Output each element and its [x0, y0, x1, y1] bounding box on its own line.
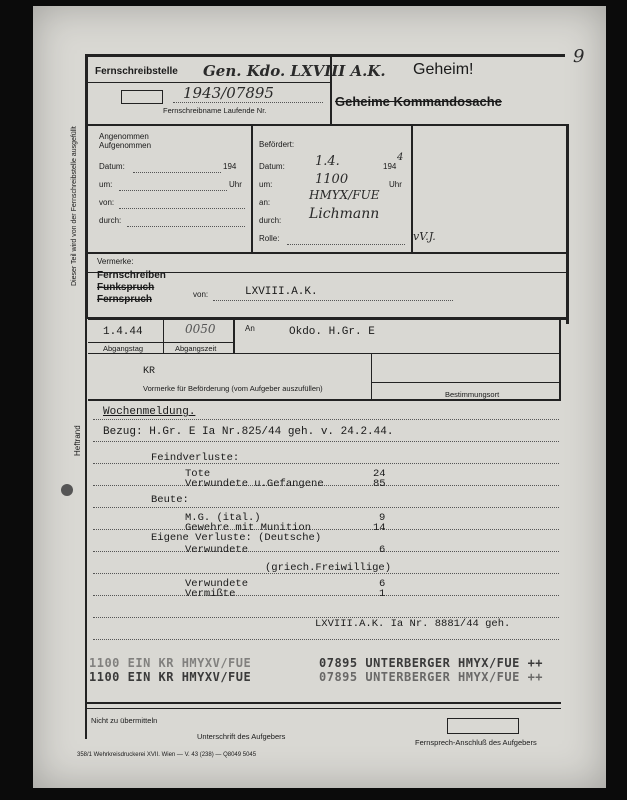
signature-line: LXVIII.A.K. Ia Nr. 8881/44 geh. — [315, 618, 511, 630]
print-info: 358/1 Wehrkreisdruckerei XVII. Wien — V. 43 (238) — Q8049 5045 — [77, 752, 257, 758]
station-value: Gen. Kdo. LXVIII A.K. — [203, 62, 386, 80]
phone-boxes — [447, 718, 519, 734]
forwarded-year: 194 — [383, 162, 397, 171]
received-year: 194 — [223, 162, 237, 171]
received-uhr-label: Uhr — [229, 180, 242, 189]
vermerke-von-value: LXVIII.A.K. — [245, 286, 318, 298]
note-caption: Vormerke für Beförderung (vom Aufgeber auszufüllen) — [143, 384, 323, 393]
missing-label: Vermißte — [185, 588, 236, 600]
forwarded-datum-value: 1.4. — [315, 154, 340, 169]
sequence-value: 1943/07895 — [183, 84, 274, 102]
reference: Bezug: H.Gr. E Ia Nr.825/44 geh. v. 24.2.44. — [103, 426, 394, 438]
teletype-line-4: 07895 UNTERBERGER HMYX/FUE ++ — [319, 670, 544, 684]
vermerke-label: Vermerke: — [97, 257, 134, 266]
forwarded-an-value: HMYX/FUE — [309, 188, 380, 202]
dispatch-time: 0050 — [185, 322, 216, 336]
forwarded-an-label: an: — [259, 198, 271, 207]
do-not-transmit: Nicht zu übermitteln — [91, 716, 158, 725]
kr-mark: KR — [143, 366, 156, 377]
classification: Geheim! — [413, 61, 474, 78]
enemy-losses-heading: Feindverluste: — [151, 452, 240, 464]
forwarded-rolle-label: Rolle: — [259, 234, 280, 243]
forwarded-durch-value: Lichmann — [309, 206, 380, 222]
dispatch-date: 1.4.44 — [103, 326, 143, 338]
teletype-line-1: 1100 EIN KR HMYXV/FUE — [89, 656, 252, 670]
forwarded-title: Befördert: — [259, 140, 295, 149]
greek-wounded-value: 6 — [379, 578, 386, 590]
dead-value: 24 — [373, 468, 386, 480]
mg-value: 9 — [379, 512, 386, 524]
forwarded-side-note: vV.J. — [413, 230, 436, 243]
signature-caption: Unterschrift des Aufgebers — [197, 732, 286, 741]
phone-caption: Fernsprech-Anschluß des Aufgebers — [415, 738, 537, 747]
greek-heading: (griech.Freiwillige) — [265, 562, 392, 574]
received-durch-label: durch: — [99, 216, 122, 225]
recipient: Okdo. H.Gr. E — [289, 326, 375, 338]
forwarded-durch-label: durch: — [259, 216, 282, 225]
type-phone: Fernspruch — [97, 294, 153, 305]
received-title-1: Angenommen — [99, 132, 149, 141]
teletype-line-3: 07895 UNTERBERGER HMYX/FUE ++ — [319, 656, 544, 670]
message-title: Wochenmeldung. — [103, 406, 196, 418]
teletype-line-2: 1100 EIN KR HMYXV/FUE — [89, 670, 252, 684]
sequence-caption: Fernschreibname Laufende Nr. — [163, 106, 267, 115]
recipient-an-label: An — [245, 324, 255, 333]
missing-value: 1 — [379, 588, 386, 600]
rifles-label: Gewehre mit Munition — [185, 522, 312, 534]
destination-caption: Bestimmungsort — [445, 390, 500, 399]
type-teletype: Fernschreiben — [97, 270, 166, 281]
own-losses-heading: Eigene Verluste: (Deutsche) — [151, 532, 322, 544]
forwarded-um-label: um: — [259, 180, 273, 189]
dead-label: Tote — [185, 468, 211, 480]
sequence-boxes — [121, 90, 163, 104]
vertical-note: Dieser Teil wird von der Fernschreibstelle ausgefüllt — [71, 126, 78, 286]
greek-wounded-label: Verwundete — [185, 578, 249, 590]
wounded-captured-value: 85 — [373, 478, 386, 490]
struck-classification: Geheime Kommandosache — [335, 94, 502, 109]
station-label: Fernschreibstelle — [95, 66, 178, 77]
mg-label: M.G. (ital.) — [185, 512, 261, 524]
forwarded-datum-label: Datum: — [259, 162, 285, 171]
forwarded-um-value: 1100 — [315, 172, 349, 187]
forwarded-uhr-label: Uhr — [389, 180, 402, 189]
own-wounded-value: 6 — [379, 544, 386, 556]
date-caption: Abgangstag — [103, 344, 144, 353]
type-radio: Funkspruch — [97, 282, 155, 293]
wounded-captured-label: Verwundete u.Gefangene — [185, 478, 324, 490]
margin-label: Heftrand — [73, 425, 82, 456]
received-von-label: von: — [99, 198, 115, 207]
received-datum-label: Datum: — [99, 162, 125, 171]
own-wounded-label: Verwundete — [185, 544, 249, 556]
received-um-label: um: — [99, 180, 113, 189]
received-title-2: Aufgenommen — [99, 141, 152, 150]
page-number: 9 — [573, 46, 585, 67]
message-form — [33, 6, 606, 788]
forwarded-year-suffix: 4 — [397, 152, 404, 163]
rifles-value: 14 — [373, 522, 386, 534]
vermerke-von-label: von: — [193, 290, 209, 299]
punch-hole — [61, 484, 73, 496]
booty-heading: Beute: — [151, 494, 189, 506]
time-caption: Abgangszeit — [175, 344, 217, 353]
